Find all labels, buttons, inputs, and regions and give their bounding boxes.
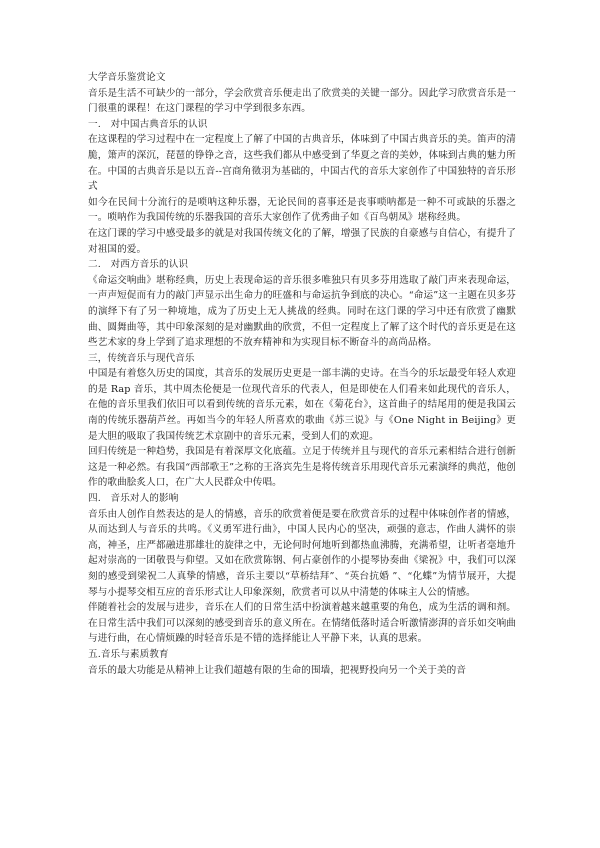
section-1-paragraph-1: 在这课程的学习过程中在一定程度上了解了中国的古典音乐，体味到了中国古典音乐的美。笛声的清脆，箫声的深沉，琵琶的铮铮之音，这些我们都从中感受到了华夏之音的美妙，体味到古典的魅力所在。中国的古典音乐是以五音--宫商角徵羽为基础的，中国古代的音乐大家创作了中国独特的音乐形式	[88, 134, 516, 193]
document-title: 大学音乐鉴赏论文	[88, 72, 166, 83]
section-heading-2: 二. 对西方音乐的认识	[88, 259, 189, 271]
intro-paragraph: 音乐是生活不可缺少的一部分，学会欣赏音乐便走出了欣赏美的关键一部分。因此学习欣赏音乐是一门很重的课程！在这门课程的学习中学到很多东西。	[88, 87, 516, 115]
section-3-paragraph-2: 回归传统是一种趋势，我国是有着深厚文化底蕴。立足于传统并且与现代的音乐元素相结合进行创新这是一种必然。有我国“西部歌王”之称的王洛宾先生是将传统音乐用现代音乐元素演绎的典范，他创作的歌曲脍炙人口，在广大人民群众中传唱。	[88, 446, 516, 489]
section-4-paragraph-1: 音乐由人创作自然表达的是人的情感，音乐的欣赏着便是要在欣赏音乐的过程中体味创作者的情感，从而达到人与音乐的共鸣。《义勇军进行曲》，中国人民内心的坚决，顽强的意志，作曲人满怀的崇高，神圣，庄严都融进那雄壮的旋律之中，无论何时何地听到都热血沸腾，充满希望，让听者毫地升起对崇高的一团敬畏与仰望。又如在欣赏陈钢、何占豪创作的小提琴协奏曲《梁祝》中，我们可以深刻的感受到梁祝二人真挚的情感，音乐主要以“草桥结拜”、“英台抗婚 ”、“化蝶”为情节展开，大提琴与小提琴交相互应的音乐形式让人印象深刻，欣赏者可以从中清楚的体味主人公的情感。	[88, 508, 516, 598]
section-1-paragraph-2: 如今在民间十分流行的是唢呐这种乐器，无论民间的喜事还是丧事唢呐都是一种不可或缺的乐器之一。唢呐作为我国传统的乐器我国的音乐大家创作了优秀曲子如《百鸟朝凤》堪称经典。	[88, 196, 516, 224]
document-page	[88, 70, 516, 678]
section-heading-3: 三，传统音乐与现代音乐	[88, 352, 195, 364]
section-heading-1: 一. 对中国古典音乐的认识	[88, 118, 208, 130]
section-heading-5: 五.音乐与素质教育	[88, 648, 169, 660]
section-3-paragraph-1: 中国是有着悠久历史的国度，其音乐的发展历史更是一部丰满的史诗。在当今的乐坛最受年轻人欢迎的是 Rap 音乐，其中周杰伦便是一位现代音乐的代表人，但是即使在人们看来如此现代的音乐人，在他的音乐里我们依旧可以看到传统的音乐元素，如在《菊花台》，这首曲子的结尾用的便是我国云南的传统乐器葫芦丝。再如当今的年轻人所喜欢的歌曲《苏三说》与《One Night in Beijing》更是大胆的吸取了我国传统艺术京剧中的音乐元素，受到人们的欢迎。	[88, 368, 516, 442]
section-2-paragraph-1: 《命运交响曲》堪称经典，历史上表现命运的音乐很多唯独只有贝多芬用选取了敲门声来表现命运，一声声短促而有力的敲门声显示出生命力的旺盛和与命运抗争到底的决心。“命运”这一主题在贝多芬的演绎下有了另一种境地，成为了历史上无人挑战的经典。同时在这门课的学习中还有欣赏了幽默曲、圆舞曲等，其中印象深刻的是对幽默曲的欣赏，不但一定程度上了解了这个时代的音乐更是在这些艺术家的身上学到了追求理想的不放弃精神和为实现目标不断奋斗的高尚品格。	[88, 274, 516, 349]
section-5-paragraph-1: 音乐的最大功能是从精神上让我们超越有限的生命的围墙，把视野投向另一个关于美的音	[88, 664, 467, 676]
section-heading-4: 四. 音乐对人的影响	[88, 493, 179, 505]
section-4-paragraph-2: 伴随着社会的发展与进步，音乐在人们的日常生活中扮演着越来越重要的角色，成为生活的调和剂。在日常生活中我们可以深刻的感受到音乐的意义所在。在情绪低落时适合听激情澎湃的音乐如交响曲与进行曲，在心情烦躁的时轻音乐是不错的选择能让人平静下来，认真的思索。	[88, 602, 516, 645]
section-1-paragraph-3: 在这门课的学习中感受最多的就是对我国传统文化的了解，增强了民族的自豪感与自信心，有提升了对祖国的爱。	[88, 227, 516, 255]
